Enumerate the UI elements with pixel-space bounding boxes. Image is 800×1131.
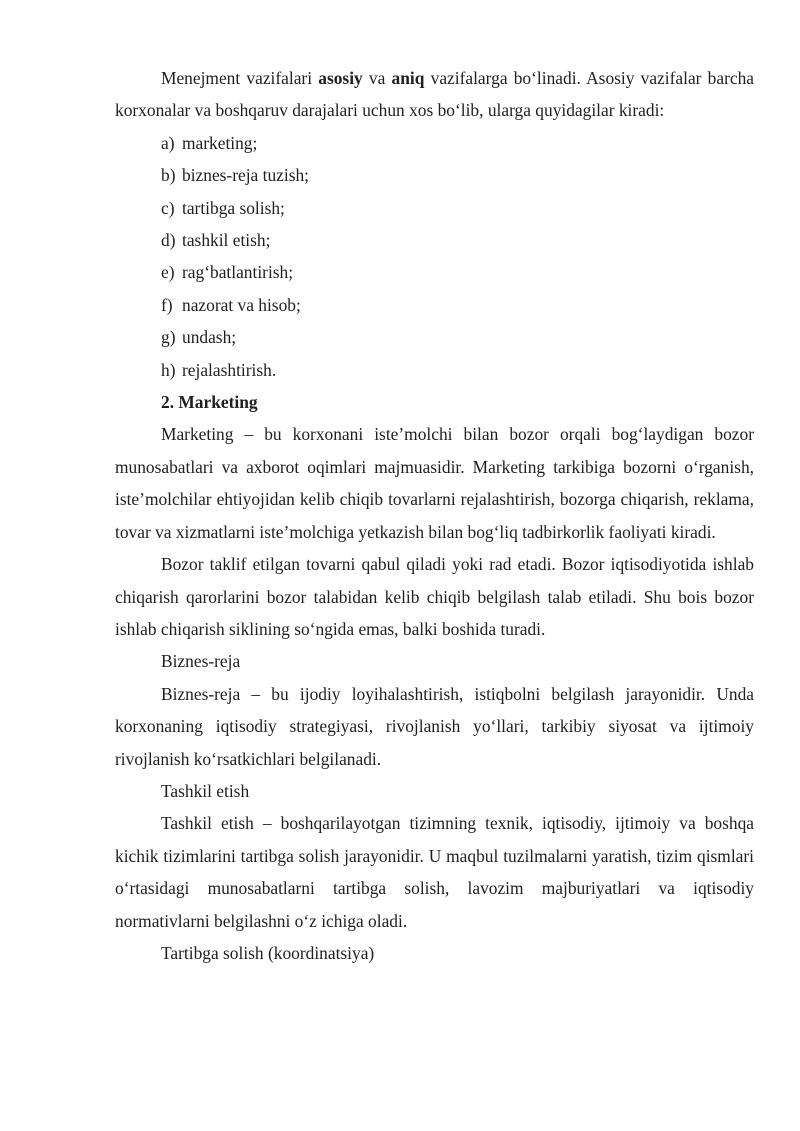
biznes-reja-paragraph: Biznes-reja – bu ijodiy loyihalashtirish, istiqbolni belgilash jarayonidir. Unda korxonaning iqtisodiy strategiyasi, rivojlanish yo‘llari, tarkibiy siyosat va ijtimoiy rivojlanish ko‘rsatkichlari belgilanadi. <box>115 683 754 769</box>
list-item <box>161 192 754 224</box>
list-item-text: marketing; <box>182 132 258 153</box>
list-item-label: f) <box>161 294 173 315</box>
intro-bold-aniq: aniq <box>391 68 425 88</box>
subheading-biznes-reja: Biznes-reja <box>161 651 241 672</box>
tashkil-etish-paragraph: Tashkil etish – boshqarilayotgan tizimning texnik, iqtisodiy, ijtimoiy va boshqa kichik tizimlarini tartibga solish jarayonidir. U maqbul tuzilmalarni yaratish, tizim qismlari o‘rtasidagi munosabatlarni tartibga solish, lavozim majburiyatlari va iqtisodiy normativlarni belgilashni o‘z ichiga oladi. <box>115 813 754 931</box>
list-item-label: g) <box>161 327 176 348</box>
list-item <box>161 224 754 256</box>
marketing-paragraph-2: Bozor taklif etilgan tovarni qabul qiladi yoki rad etadi. Bozor iqtisodiyotida ishlab chiqarish qarorlarini bozor talabidan kelib chiqib belgilash talab etiladi. Shu bois bozor ishlab chiqarish siklining so‘ngida emas, balki boshida turadi. <box>115 554 754 639</box>
list-item-label: b) <box>161 165 176 186</box>
list-item-text: tashkil etish; <box>182 230 271 251</box>
marketing-paragraph-1: Marketing – bu korxonani iste’molchi bilan bozor orqali bog‘laydigan bozor munosabatlari va axborot oqimlari majmuasidir. Marketing tarkibiga bozorni o‘rganish, iste’molchilar ehtiyojidan kelib chiqib tovarlarni rejalashtirish, bozorga chiqarish, reklama, tovar va xizmatlarni iste’molchiga yetkazish bilan bog‘liq tadbirkorlik faoliyati kiradi. <box>115 424 754 542</box>
list-item-text: biznes-reja tuzish; <box>182 165 309 186</box>
intro-paragraph <box>115 62 754 127</box>
list-item-text: tartibga solish; <box>182 197 285 218</box>
list-item-text: rag‘batlantirish; <box>182 262 294 283</box>
list-item-label: c) <box>161 197 175 218</box>
list-item-label: d) <box>161 230 176 251</box>
list-item-label: e) <box>161 262 175 283</box>
intro-text-3: vazifalarga bo‘linadi. Asosiy vazifalar barcha korxonalar va boshqaruv darajalari uchun xos bo‘lib, ularga quyidagilar kiradi: <box>115 68 754 121</box>
subheading-tashkil-etish: Tashkil etish <box>161 780 250 801</box>
section-heading-marketing: 2. Marketing <box>161 392 258 413</box>
intro-text-2: va <box>362 68 392 88</box>
intro-bold-asosiy: asosiy <box>318 68 363 88</box>
list-item <box>161 289 754 321</box>
list-item <box>161 256 754 288</box>
list-item-text: nazorat va hisob; <box>182 294 301 315</box>
list-item <box>161 354 754 386</box>
function-list <box>115 127 754 386</box>
list-item-text: undash; <box>182 327 237 348</box>
list-item-text: rejalashtirish. <box>182 359 277 380</box>
intro-text-1: Menejment vazifalari <box>161 68 319 88</box>
list-item-label: h) <box>161 359 176 380</box>
list-item-label: a) <box>161 132 175 153</box>
subheading-tartibga-solish: Tartibga solish (koordinatsiya) <box>161 942 375 963</box>
list-item <box>161 159 754 191</box>
list-item <box>161 321 754 353</box>
list-item <box>161 127 754 159</box>
